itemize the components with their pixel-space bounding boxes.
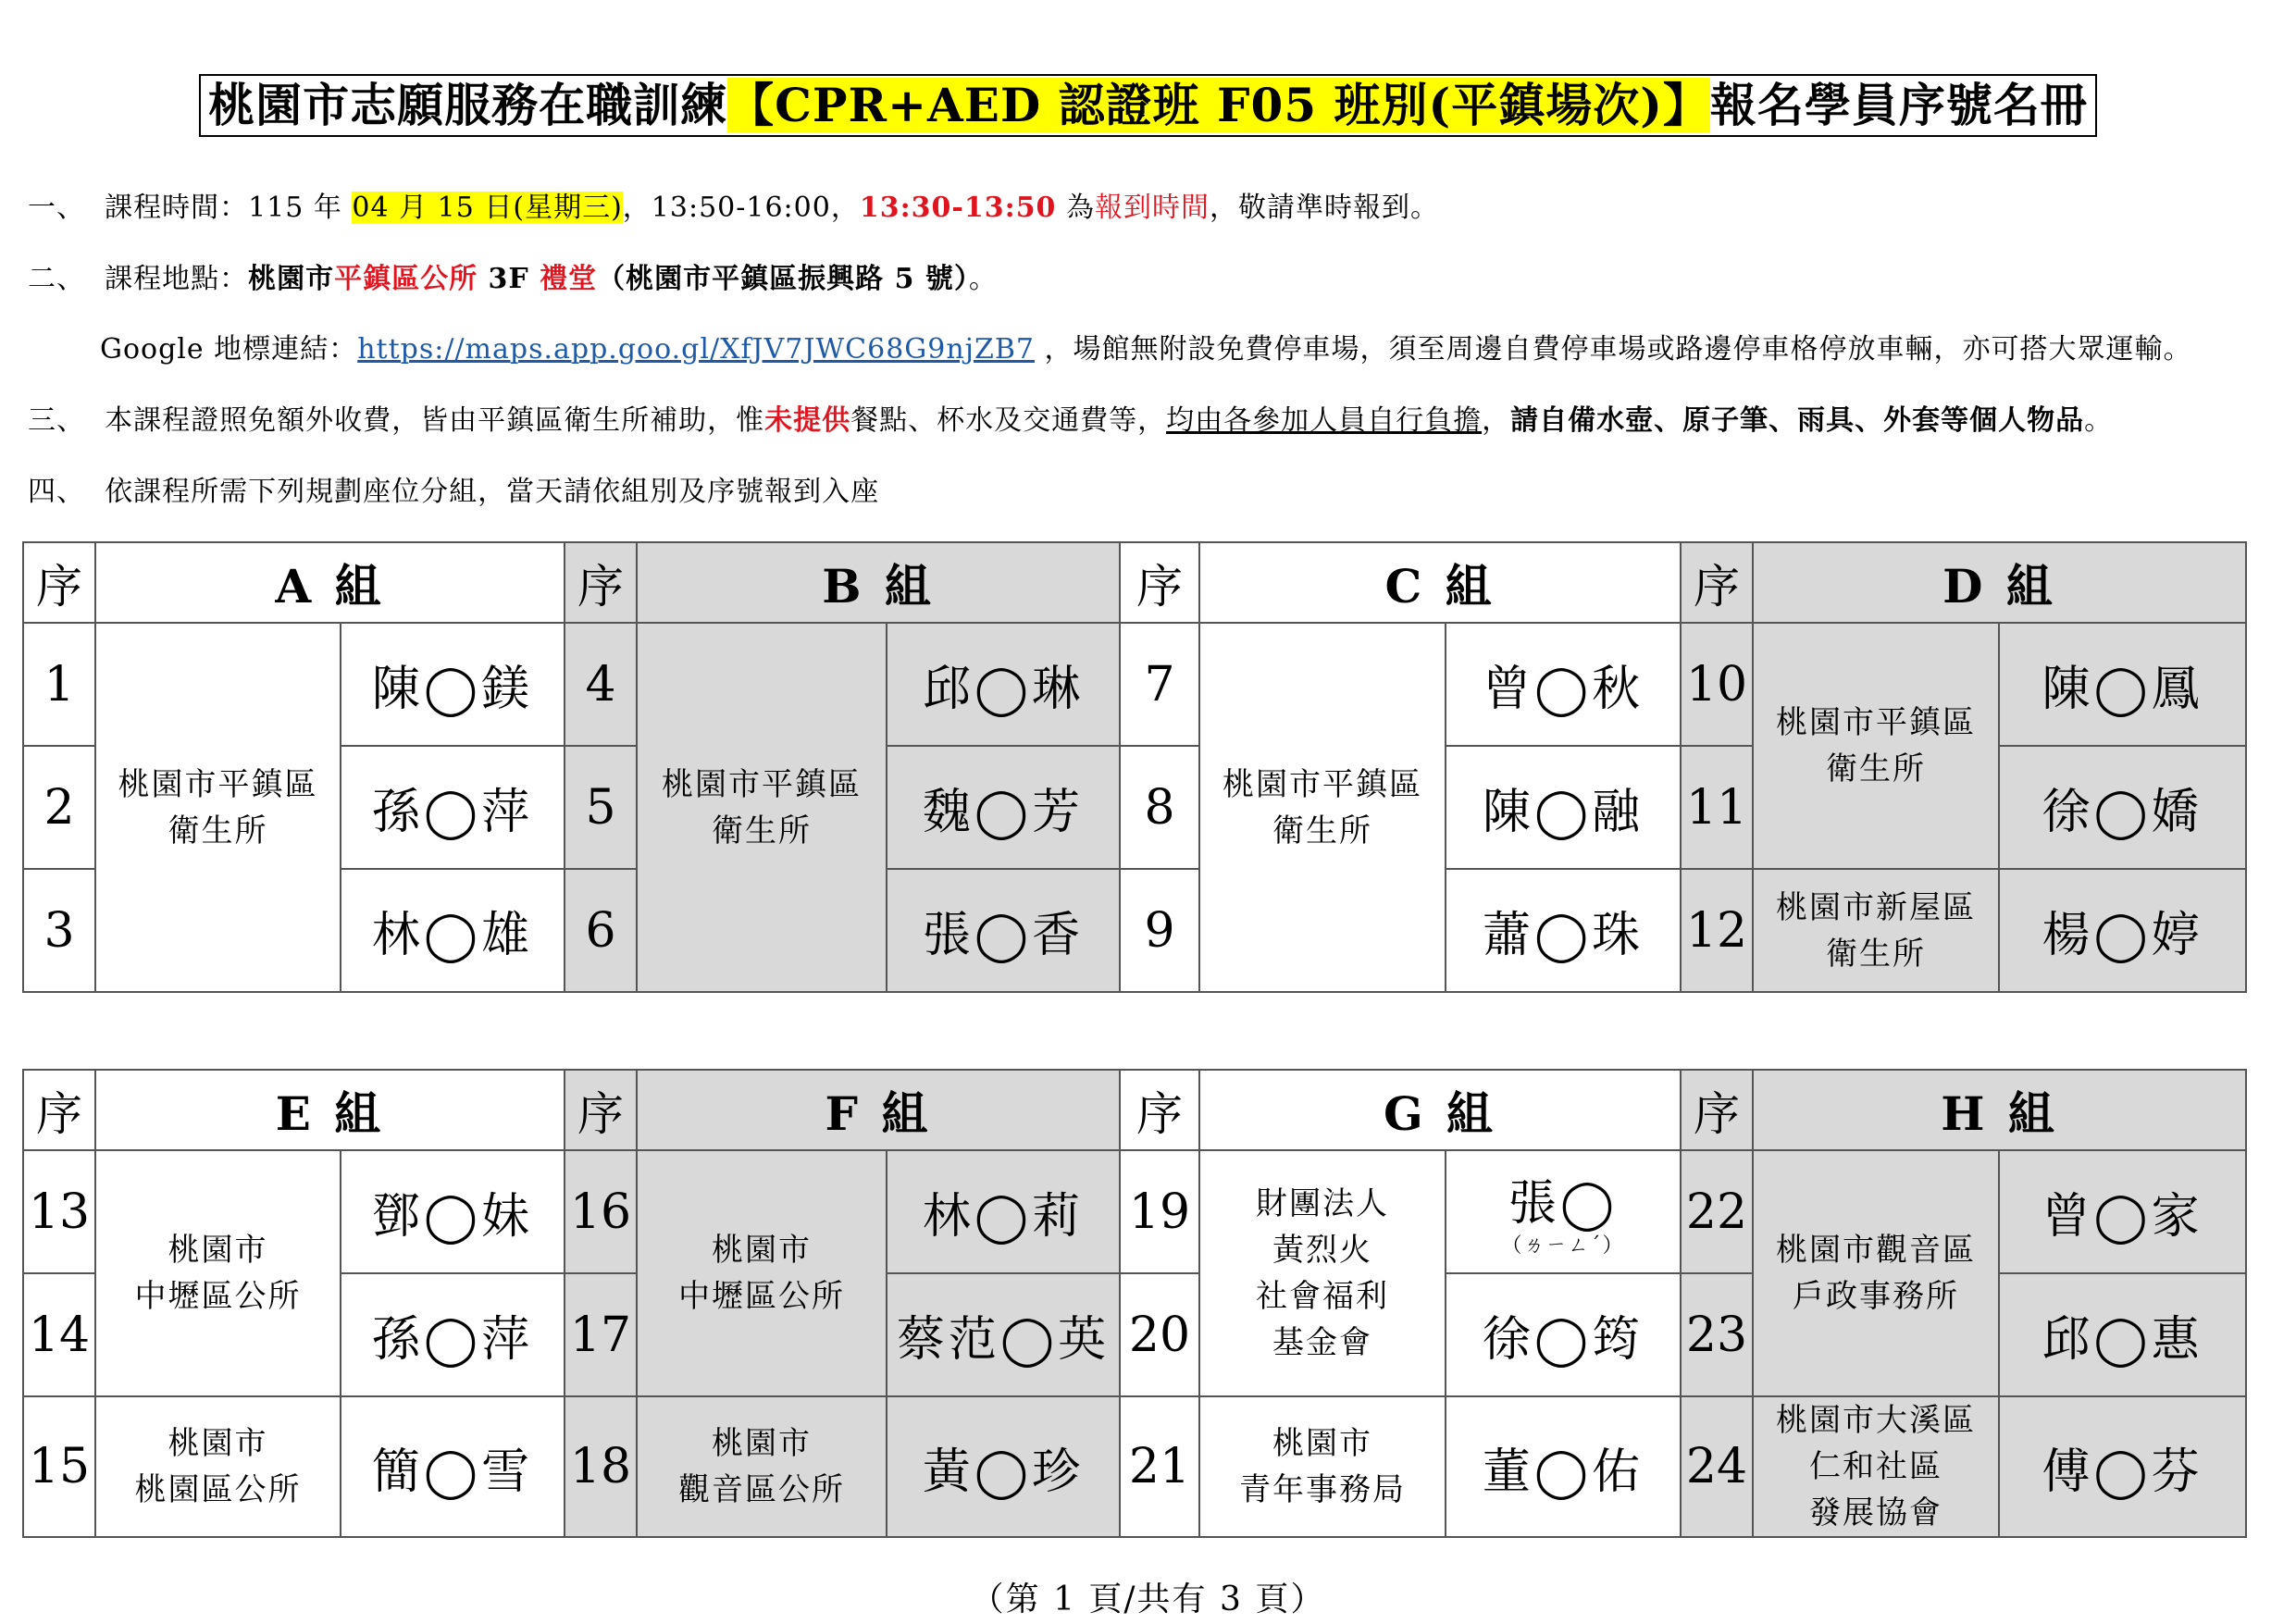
trainee-name: 黃◯珍	[887, 1396, 1120, 1537]
seq-number: 18	[565, 1396, 637, 1537]
trainee-name: 林◯雄	[341, 869, 565, 992]
item-number: 四、	[28, 476, 85, 508]
org-line: 桃園市大溪區	[1776, 1402, 1977, 1439]
trainee-name: 陳◯鎂	[341, 623, 565, 746]
trainee-name: 邱◯琳	[887, 623, 1120, 746]
course-date: 04 月 15 日(星期三)	[352, 192, 623, 224]
trainee-name: 孫◯萍	[341, 746, 565, 869]
seating-table-2	[22, 1069, 2247, 1538]
info-text: 為	[1056, 192, 1095, 224]
bring-items-note: 請自備水壺、原子筆、雨具、外套等個人物品	[1510, 404, 2085, 437]
trainee-name: 徐◯嬌	[1999, 746, 2246, 869]
info-text: 。	[968, 263, 998, 295]
group-d-header: D 組	[1753, 542, 2246, 623]
seq-number: 22	[1681, 1150, 1753, 1273]
info-text: 課程時間：115 年	[105, 192, 353, 224]
seq-number: 23	[1681, 1273, 1753, 1396]
trainee-name: 林◯莉	[887, 1150, 1120, 1273]
seq-header: 序	[23, 542, 95, 623]
info-line-seating	[28, 474, 879, 511]
location-floor: 3F	[478, 263, 540, 295]
table-row	[23, 869, 2246, 992]
trainee-name: 徐◯筠	[1446, 1273, 1681, 1396]
seq-header: 序	[1120, 1070, 1199, 1150]
org-line: 桃園市平鎮區	[662, 765, 863, 803]
seq-number: 24	[1681, 1396, 1753, 1537]
info-text: ，場館無附設免費停車場，須至周邊自費停車場或路邊停車格停放車輛，亦可搭大眾運輸。	[1034, 333, 2192, 366]
org-cell	[1753, 869, 1999, 992]
info-text: ，	[1482, 404, 1511, 437]
info-line-location	[28, 261, 998, 298]
info-text: Google 地標連結：	[100, 333, 358, 366]
document-title	[199, 74, 2097, 137]
info-text: 餐點、杯水及交通費等，	[850, 404, 1167, 437]
info-text: ，敬請準時報到。	[1209, 192, 1439, 224]
trainee-name: 鄧◯妹	[341, 1150, 565, 1273]
trainee-name: 董◯佑	[1446, 1396, 1681, 1537]
org-line: 社會福利	[1256, 1278, 1389, 1315]
org-line: 基金會	[1272, 1324, 1372, 1361]
trainee-name: 魏◯芳	[887, 746, 1120, 869]
self-pay-note: 均由各參加人員自行負擔	[1166, 404, 1483, 437]
org-line: 桃園市	[712, 1232, 812, 1269]
title-prefix: 桃園市志願服務在職訓練	[208, 78, 728, 132]
document-title-wrap	[0, 74, 2296, 137]
org-line: 桃園市觀音區	[1776, 1232, 1977, 1269]
seq-number: 14	[23, 1273, 95, 1396]
checkin-time: 13:30-13:50	[859, 192, 1057, 224]
pronunciation-note: （ㄌㄧㄥˊ）	[1501, 1234, 1625, 1258]
info-text: 依課程所需下列規劃座位分組，當天請依組別及序號報到入座	[105, 476, 880, 508]
org-cell	[1199, 1396, 1446, 1537]
org-line: 桃園區公所	[134, 1471, 302, 1508]
trainee-name: 曾◯家	[1999, 1150, 2246, 1273]
item-number: 三、	[28, 404, 85, 437]
info-line-time	[28, 190, 1439, 227]
trainee-name: 楊◯婷	[1999, 869, 2246, 992]
info-line-map	[100, 331, 2192, 368]
org-line: 衛生所	[712, 812, 813, 849]
org-line: 黃烈火	[1272, 1232, 1372, 1269]
trainee-name: 蔡范◯英	[887, 1273, 1120, 1396]
item-number: 一、	[28, 192, 85, 224]
trainee-name: 陳◯鳳	[1999, 623, 2246, 746]
trainee-name: 張◯香	[887, 869, 1120, 992]
org-cell	[637, 1150, 887, 1396]
title-highlight: 【CPR+AED 認證班 F05 班別(平鎮場次)】	[727, 78, 1710, 132]
org-cell	[1753, 1150, 1999, 1396]
group-e-header: E 組	[95, 1070, 565, 1150]
info-line-fees	[28, 403, 2113, 440]
org-cell	[95, 623, 341, 992]
info-text: 本課程證照免額外收費，皆由平鎮區衛生所補助，惟	[105, 404, 765, 437]
org-line: 衛生所	[168, 812, 268, 849]
seating-table-1	[22, 541, 2247, 993]
seq-number: 13	[23, 1150, 95, 1273]
org-line: 桃園市	[712, 1425, 812, 1462]
org-line: 桃園市平鎮區	[118, 765, 318, 803]
seq-header: 序	[565, 1070, 637, 1150]
org-cell	[1753, 1396, 1999, 1537]
item-number: 二、	[28, 263, 85, 295]
seq-header: 序	[1681, 542, 1753, 623]
seq-header: 序	[23, 1070, 95, 1150]
seq-number: 19	[1120, 1150, 1199, 1273]
trainee-name: 曾◯秋	[1446, 623, 1681, 746]
group-b-header: B 組	[637, 542, 1120, 623]
trainee-name-cell	[1446, 1150, 1681, 1273]
seq-number: 20	[1120, 1273, 1199, 1396]
org-line: 觀音區公所	[678, 1471, 845, 1508]
org-line: 桃園市平鎮區	[1776, 704, 1977, 741]
org-line: 戶政事務所	[1793, 1278, 1960, 1315]
seq-number: 8	[1120, 746, 1199, 869]
org-line: 衛生所	[1826, 750, 1927, 787]
seq-header: 序	[1120, 542, 1199, 623]
table-row	[23, 1396, 2246, 1537]
seq-number: 9	[1120, 869, 1199, 992]
seq-number: 6	[565, 869, 637, 992]
table-header-row	[23, 1070, 2246, 1150]
org-cell	[95, 1150, 341, 1396]
checkin-label: 報到時間	[1094, 192, 1210, 224]
group-c-header: C 組	[1199, 542, 1681, 623]
org-cell	[637, 623, 887, 992]
trainee-name: 孫◯萍	[341, 1273, 565, 1396]
org-line: 衛生所	[1826, 935, 1927, 973]
org-cell	[1199, 623, 1446, 992]
seq-number: 16	[565, 1150, 637, 1273]
org-cell	[95, 1396, 341, 1537]
page-footer: （第 1 頁/共有 3 頁）	[970, 1581, 1326, 1618]
info-text: 。	[2084, 404, 2114, 437]
org-line: 桃園市	[168, 1232, 268, 1269]
trainee-name: 蕭◯珠	[1446, 869, 1681, 992]
org-line: 財團法人	[1256, 1185, 1389, 1222]
seq-number: 11	[1681, 746, 1753, 869]
trainee-name: 簡◯雪	[341, 1396, 565, 1537]
org-line: 發展協會	[1809, 1494, 1943, 1531]
seq-number: 5	[565, 746, 637, 869]
google-maps-link[interactable]: https://maps.app.goo.gl/XfJV7JWC68G9njZB7	[357, 333, 1035, 366]
org-line: 桃園市	[1272, 1425, 1372, 1462]
trainee-name: 傅◯芬	[1999, 1396, 2246, 1537]
org-cell	[637, 1396, 887, 1537]
location-address: （桃園市平鎮區振興路 5 號）	[597, 263, 969, 295]
org-line: 桃園市	[168, 1425, 268, 1462]
seq-number: 10	[1681, 623, 1753, 746]
seq-header: 序	[565, 542, 637, 623]
seq-number: 2	[23, 746, 95, 869]
not-provided: 未提供	[764, 404, 851, 437]
org-line: 中壢區公所	[134, 1278, 302, 1315]
seq-number: 4	[565, 623, 637, 746]
table-row	[23, 1150, 2246, 1273]
table-row	[23, 623, 2246, 746]
info-text: 課程地點：	[105, 263, 249, 295]
seq-number: 7	[1120, 623, 1199, 746]
group-a-header: A 組	[95, 542, 565, 623]
trainee-name: 邱◯惠	[1999, 1273, 2246, 1396]
seq-number: 12	[1681, 869, 1753, 992]
seq-header: 序	[1681, 1070, 1753, 1150]
seq-number: 3	[23, 869, 95, 992]
org-cell	[1199, 1150, 1446, 1396]
org-line: 青年事務局	[1239, 1471, 1406, 1508]
title-suffix: 報名學員序號名冊	[1709, 78, 2088, 132]
org-line: 中壢區公所	[678, 1278, 845, 1315]
location-venue: 平鎮區公所	[334, 263, 478, 295]
org-line: 桃園市平鎮區	[1222, 765, 1423, 803]
trainee-name: 張◯	[1508, 1176, 1619, 1232]
location-city: 桃園市	[248, 263, 335, 295]
location-room: 禮堂	[540, 263, 598, 295]
org-line: 衛生所	[1272, 812, 1373, 849]
seq-number: 15	[23, 1396, 95, 1537]
org-line: 桃園市新屋區	[1776, 888, 1977, 926]
seq-number: 17	[565, 1273, 637, 1396]
org-line: 仁和社區	[1809, 1448, 1943, 1485]
seq-number: 21	[1120, 1396, 1199, 1537]
org-cell	[1753, 623, 1999, 869]
table-header-row	[23, 542, 2246, 623]
seq-number: 1	[23, 623, 95, 746]
group-f-header: F 組	[637, 1070, 1120, 1150]
group-g-header: G 組	[1199, 1070, 1681, 1150]
group-h-header: H 組	[1753, 1070, 2246, 1150]
info-text: ，13:50-16:00，	[622, 192, 860, 224]
trainee-name: 陳◯融	[1446, 746, 1681, 869]
